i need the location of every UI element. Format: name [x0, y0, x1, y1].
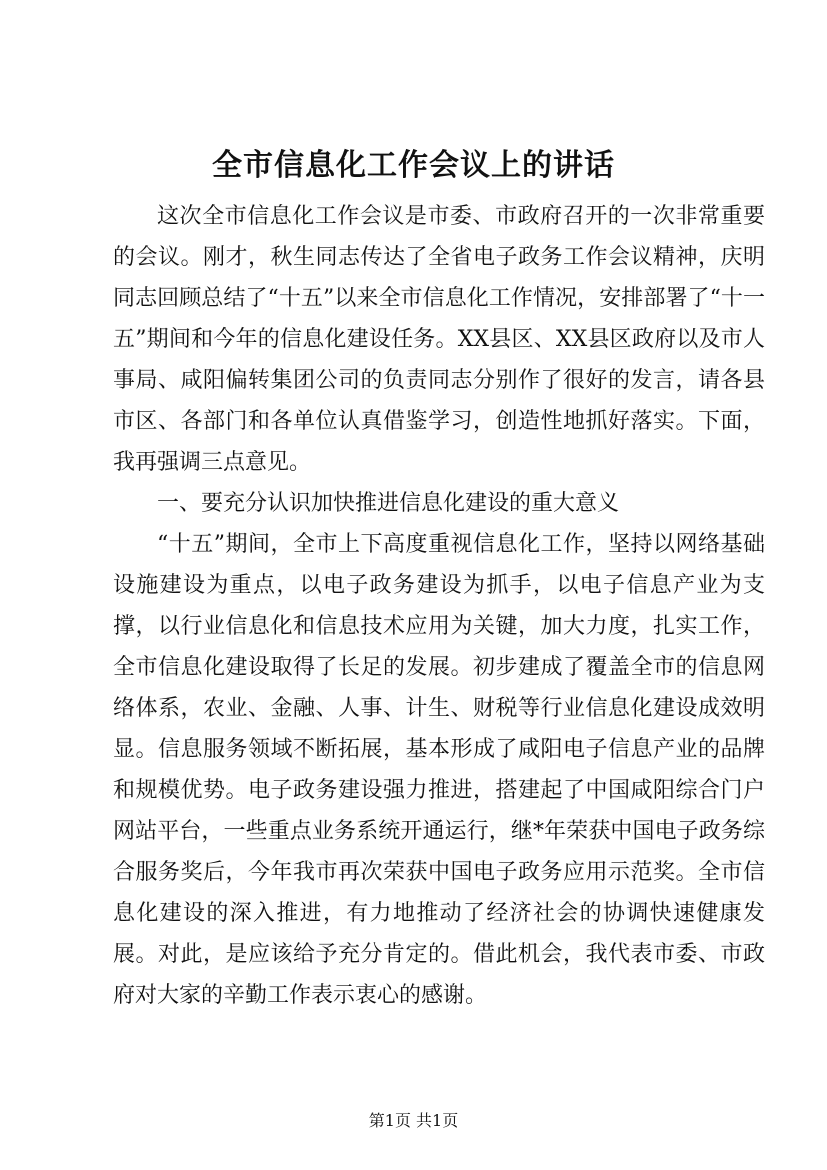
document-body [113, 196, 765, 1016]
document-title: 全市信息化工作会议上的讲话 [212, 148, 615, 183]
section-heading-1: 一、要充分认识加快推进信息化建设的重大意义 [157, 491, 620, 516]
paragraph-section-1: “十五”期间，全市上下高度重视信息化工作，坚持以网络基础设施建设为重点，以电子政务建设为抓手，以电子信息产业为支撑，以行业信息化和信息技术应用为关键，加大力度，扎实工作，全市信息化建设取得了长足的发展。初步建成了覆盖全市的信息网络体系，农业、金融、人事、计生、财税等行业信息化建设成效明显。信息服务领域不断拓展，基本形成了咸阳电子信息产业的品牌和规模优势。电子政务建设强力推进，搭建起了中国咸阳综合门户网站平台，一些重点业务系统开通运行，继*年荣获中国电子政务综合服务奖后，今年我市再次荣获中国电子政务应用示范奖。全市信息化建设的深入推进，有力地推动了经济社会的协调快速健康发展。对此，是应该给予充分肯定的。借此机会，我代表市委、市政府对大家的辛勤工作表示衷心的感谢。 [113, 532, 765, 1008]
paragraph-intro: 这次全市信息化工作会议是市委、市政府召开的一次非常重要的会议。刚才，秋生同志传达了全省电子政务工作会议精神，庆明同志回顾总结了“十五”以来全市信息化工作情况，安排部署了“十一五”期间和今年的信息化建设任务。XX县区、XX县区政府以及市人事局、咸阳偏转集团公司的负责同志分别作了很好的发言，请各县市区、各部门和各单位认真借鉴学习，创造性地抓好落实。下面，我再强调三点意见。 [113, 204, 765, 475]
page-number-footer: 第1页 共1页 [368, 1111, 459, 1130]
